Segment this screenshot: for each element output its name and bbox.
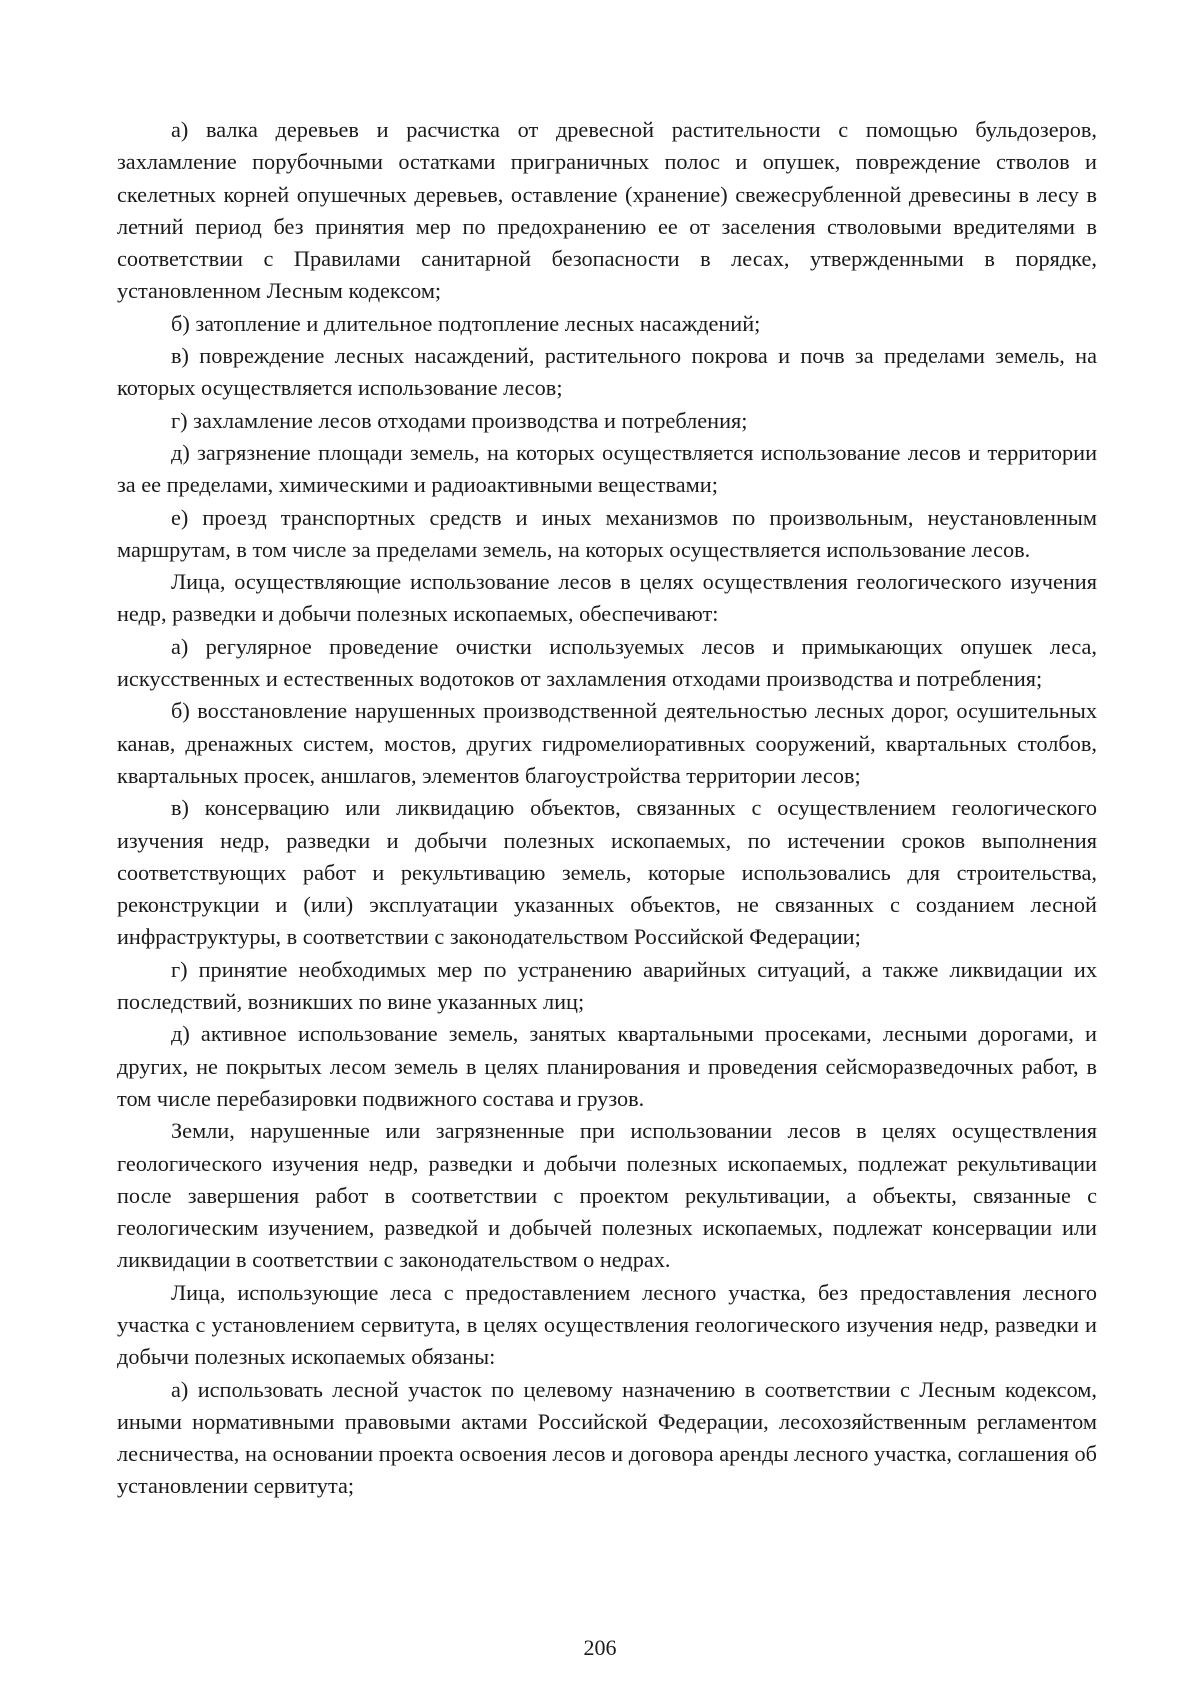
paragraph-a-tree-felling: а) валка деревьев и расчистка от древесной растительности с помощью бульдозеров, захламление порубочными остатками приграничных полос и опушек, повреждение стволов и скелетных корней опушечных деревьев, оставление (хранение) свежесрубленной древесины в лесу в летний период без принятия мер по предохранению ее от заселения стволовыми вредителями в соответствии с Правилами санитарной безопасности в лесах, утвержденными в порядке, установленном Лесным кодексом;: [117, 117, 1097, 304]
paragraph-v-conservation: в) консервацию или ликвидацию объектов, связанных с осуществлением геологического изучения недр, разведки и добычи полезных ископаемых, по истечении сроков выполнения соответствующих работ и рекультивацию земель, которые использовались для строительства, реконструкции и (или) эксплуатации указанных объектов, не связанных с созданием лесной инфраструктуры, в соответствии с законодательством Российской Федерации;: [117, 795, 1097, 950]
paragraph-v-damage: в) повреждение лесных насаждений, растительного покрова и почв за пределами земель, на которых осуществляется использование лесов;: [117, 343, 1097, 401]
paragraph-land-reclamation: Земли, нарушенные или загрязненные при использовании лесов в целях осуществления геологического изучения недр, разведки и добычи полезных ископаемых, подлежат рекультивации после завершения работ в соответствии с проектом рекультивации, а объекты, связанные с геологическим изучением, разведкой и добычей полезных ископаемых, подлежат консервации или ликвидации в соответствии с законодательством о недрах.: [117, 1118, 1097, 1273]
document-body: [117, 114, 1097, 1503]
paragraph-b-restoration: б) восстановление нарушенных производственной деятельностью лесных дорог, осушительных канав, дренажных систем, мостов, других гидромелиоративных сооружений, квартальных столбов, квартальных просек, аншлагов, элементов благоустройства территории лесов;: [117, 698, 1097, 788]
page-number: 206: [583, 1635, 617, 1660]
paragraph-g-littering: г) захламление лесов отходами производства и потребления;: [171, 407, 748, 433]
paragraph-e-vehicle-passage: е) проезд транспортных средств и иных механизмов по произвольным, неустановленным маршрутам, в том числе за пределами земель, на которых осуществляется использование лесов.: [117, 504, 1097, 562]
paragraph-persons-ensure: Лица, осуществляющие использование лесов в целях осуществления геологического изучения недр, разведки и добычи полезных ископаемых, обеспечивают:: [117, 569, 1097, 627]
paragraph-g-emergency-measures: г) принятие необходимых мер по устранению аварийных ситуаций, а также ликвидации их последствий, возникших по вине указанных лиц;: [117, 956, 1097, 1015]
paragraph-a-cleaning: а) регулярное проведение очистки используемых лесов и примыкающих опушек леса, искусственных и естественных водотоков от захламления отходами производства и потребления;: [117, 633, 1097, 692]
paragraph-persons-obliged: Лица, использующие леса с предоставлением лесного участка, без предоставления лесного участка с установлением сервитута, в целях осуществления геологического изучения недр, разведки и добычи полезных ископаемых обязаны:: [117, 1279, 1097, 1370]
paragraph-a-target-use: а) использовать лесной участок по целевому назначению в соответствии с Лесным кодексом, иными нормативными правовыми актами Российской Федерации, лесохозяйственным регламентом лесничества, на основании проекта освоения лесов и договора аренды лесного участка, соглашения об установлении сервитута;: [117, 1376, 1097, 1499]
paragraph-d-pollution: д) загрязнение площади земель, на которых осуществляется использование лесов и территории за ее пределами, химическими и радиоактивными веществами;: [117, 439, 1097, 498]
paragraph-b-flooding: б) затопление и длительное подтопление лесных насаждений;: [171, 310, 761, 336]
paragraph-d-land-use: д) активное использование земель, занятых квартальными просеками, лесными дорогами, и других, не покрытых лесом земель в целях планирования и проведения сейсморазведочных работ, в том числе перебазировки подвижного состава и грузов.: [117, 1021, 1097, 1111]
